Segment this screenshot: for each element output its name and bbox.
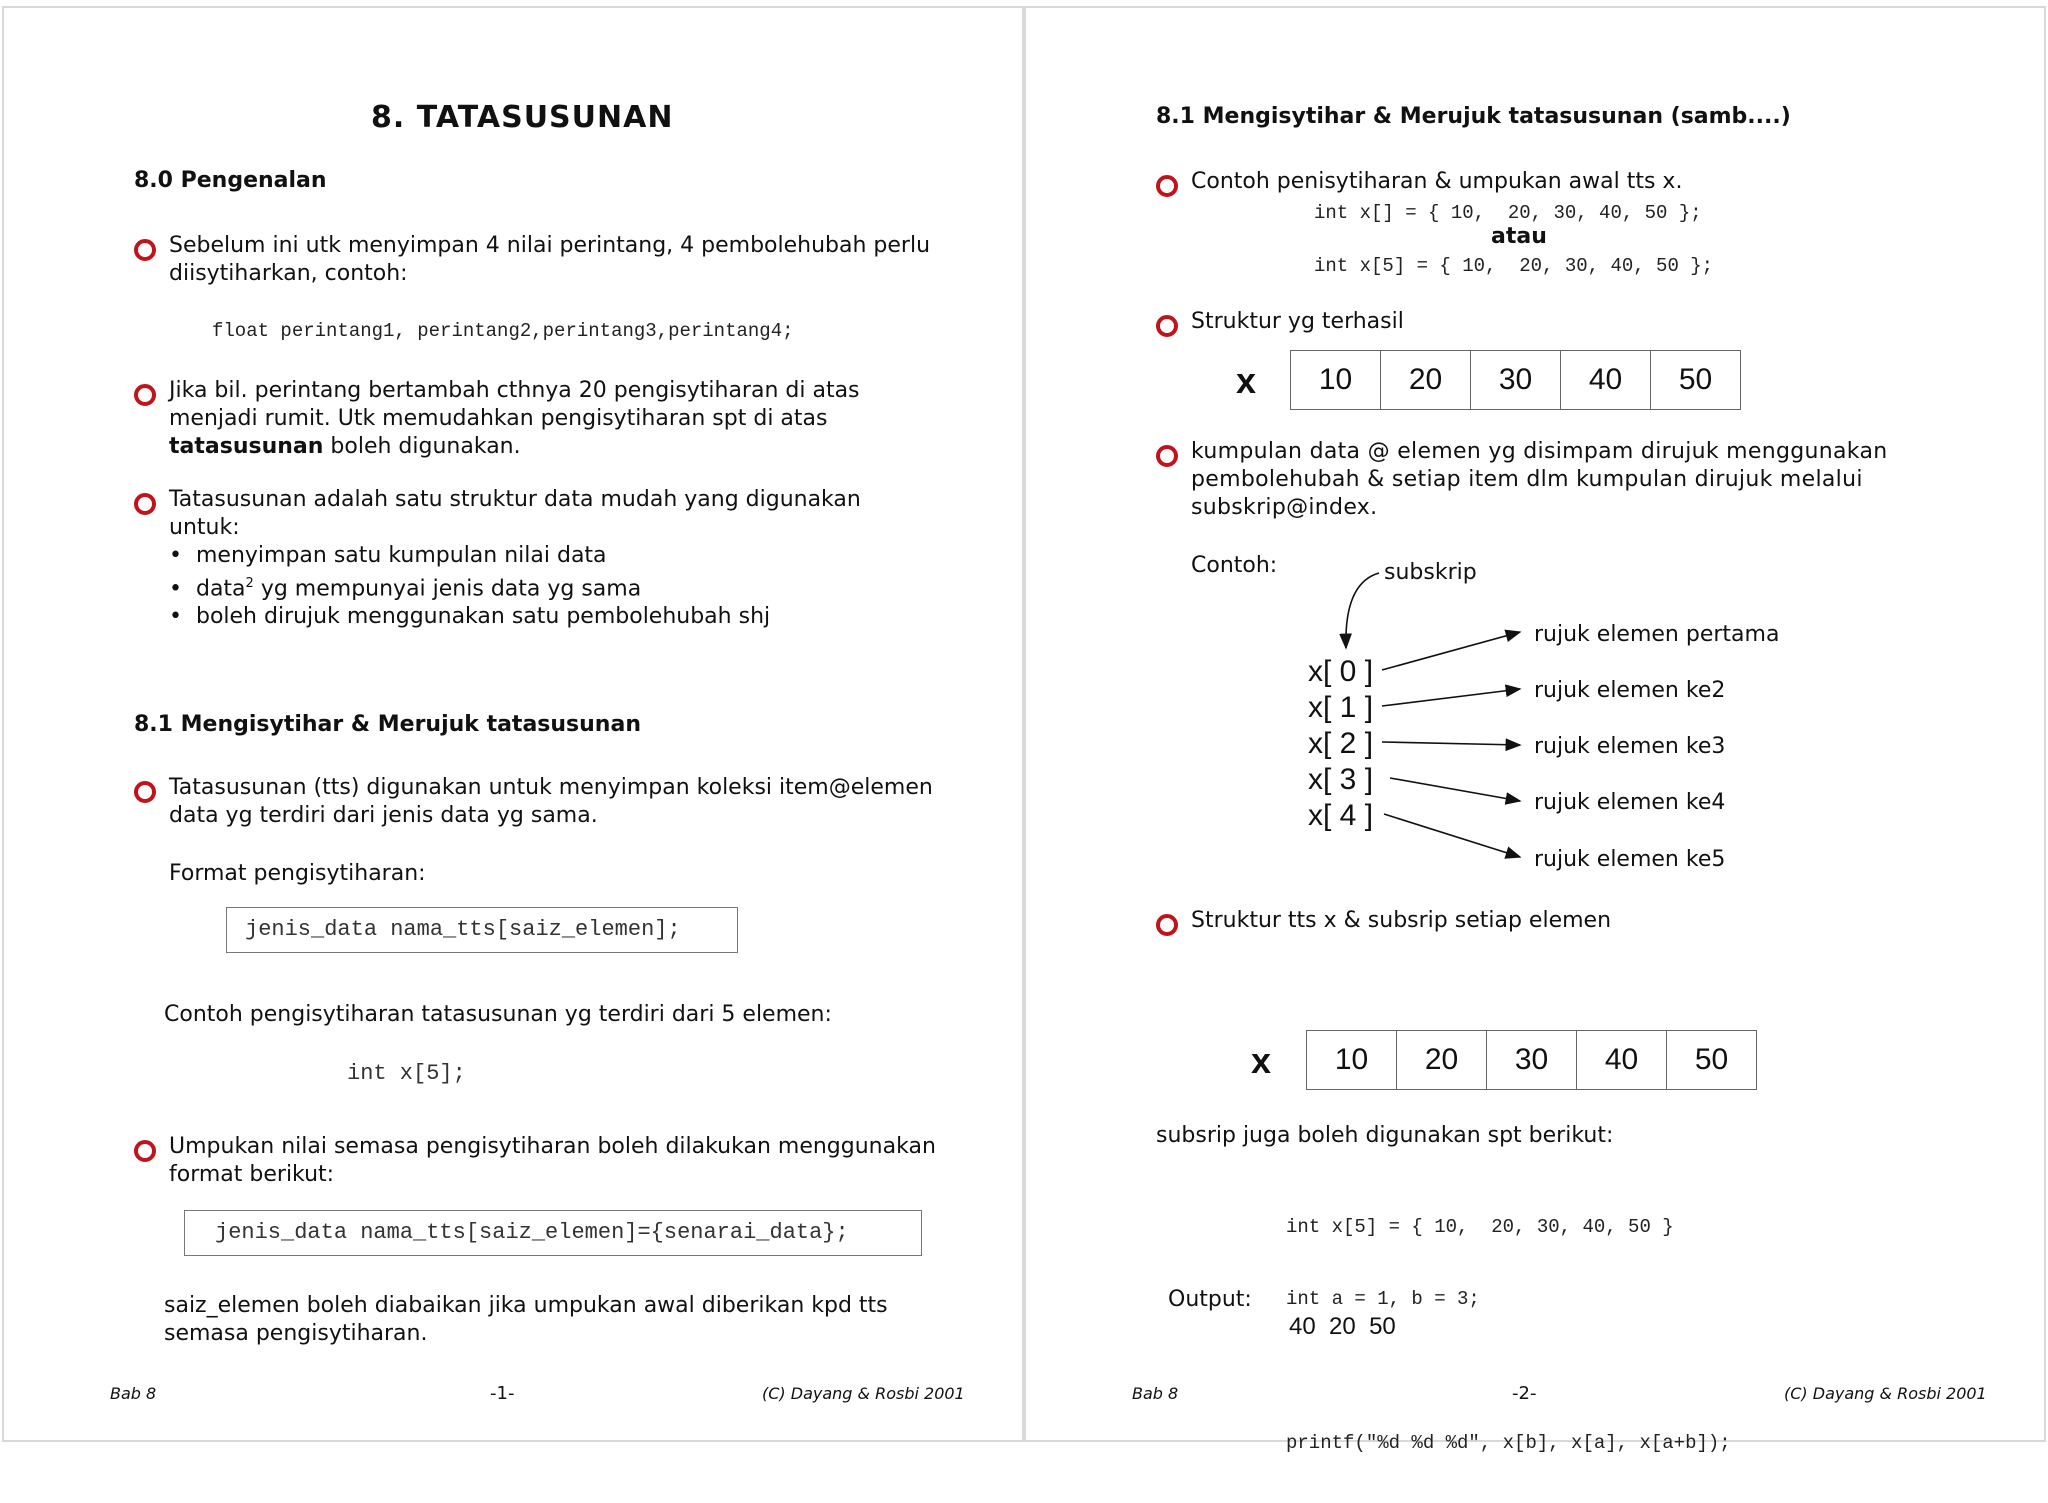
bullet-3-line-2: pembolehubah & setiap item dlm kumpulan dirujuk melalui	[1191, 467, 1863, 492]
output-value: 40 20 50	[1289, 1313, 1396, 1340]
list-item-text: boleh dirujuk menggunakan satu pembolehubah shj	[195, 604, 771, 630]
bullet-3-line-3: subskrip@index.	[1191, 495, 1378, 520]
index-item: x[ 0 ]	[1308, 655, 1374, 688]
subskrip-label: subskrip	[1384, 560, 1477, 585]
superscript: 2	[245, 576, 254, 591]
page-1	[2, 6, 1024, 1442]
bullet-ring-icon	[134, 239, 156, 261]
paragraph-1	[169, 232, 930, 288]
bullet-2-text: Struktur yg terhasil	[1191, 309, 1404, 334]
list-item-text: yg mempunyai jenis data yg sama	[260, 576, 642, 602]
bullet-3-line-1: kumpulan data @ elemen yg disimpam dirujuk menggunakan	[1191, 439, 1888, 464]
footer-copyright: (C) Dayang & Rosbi 2001	[762, 1384, 965, 1403]
array-cell: 40	[1576, 1030, 1667, 1090]
chapter-title: 8. TATASUSUNAN	[371, 100, 674, 135]
format-code: jenis_data nama_tts[saiz_elemen];	[245, 917, 681, 942]
bullet-dot-icon: •	[169, 543, 182, 568]
list-item	[169, 570, 770, 603]
format2-code-box	[184, 1210, 922, 1256]
array-cell: 50	[1650, 350, 1741, 410]
paragraph-6-line-2: semasa pengisytiharan.	[164, 1321, 428, 1346]
paragraph-4-line-2: data yg terdiri dari jenis data yg sama.	[169, 803, 598, 828]
paragraph-4	[169, 774, 933, 830]
paragraph-6-line-1: saiz_elemen boleh diabaikan jika umpukan awal diberikan kpd tts	[164, 1293, 888, 1318]
output-label: Output:	[1168, 1287, 1252, 1312]
arrow-3	[1390, 778, 1520, 801]
bullet-ring-icon	[1156, 914, 1178, 936]
paragraph-5	[169, 1133, 936, 1189]
code-float-declaration: float perintang1, perintang2,perintang3,perintang4;	[212, 320, 794, 342]
paragraph-6	[164, 1292, 888, 1348]
list-item-prefix: data	[195, 576, 246, 602]
code-line-blank	[1286, 1359, 1731, 1383]
section-heading-8-1: 8.1 Mengisytihar & Merujuk tatasusunan	[134, 712, 641, 737]
bullet-dot-icon: •	[169, 604, 182, 630]
bullet-ring-icon	[134, 493, 156, 515]
bullet-ring-icon	[134, 781, 156, 803]
reference-label: rujuk elemen pertama	[1534, 622, 1780, 647]
index-item: x[ 3 ]	[1308, 763, 1374, 796]
section-heading-8-1-continued: 8.1 Mengisytihar & Merujuk tatasusunan (samb....)	[1156, 104, 1791, 129]
code-line: int x[5] = { 10, 20, 30, 40, 50 }	[1286, 1216, 1674, 1238]
list-item	[169, 542, 770, 570]
paragraph-2-line-1: Jika bil. perintang bertambah cthnya 20 pengisytiharan di atas	[169, 378, 860, 403]
paragraph-1-line-2: diisytiharkan, contoh:	[169, 261, 408, 286]
index-item: x[ 1 ]	[1308, 691, 1374, 724]
reference-label: rujuk elemen ke4	[1534, 790, 1726, 815]
paragraph-4-line-1: Tatasusunan (tts) digunakan untuk menyimpan koleksi item@elemen	[169, 775, 933, 800]
array-cell: 10	[1290, 350, 1381, 410]
bullet-1-text: Contoh penisytiharan & umpukan awal tts x.	[1191, 169, 1683, 194]
arrow-2	[1382, 742, 1520, 745]
atau-label: atau	[1491, 224, 1547, 249]
bullet-ring-icon	[134, 384, 156, 406]
list-item	[169, 603, 770, 631]
page-number: -1-	[490, 1383, 515, 1404]
index-list	[1308, 654, 1373, 834]
paragraph-1-line-1: Sebelum ini utk menyimpan 4 nilai perintang, 4 pembolehubah perlu	[169, 233, 931, 258]
array-cell: 30	[1486, 1030, 1577, 1090]
list-item-text: menyimpan satu kumpulan nilai data	[195, 543, 607, 568]
bold-term: tatasusunan	[169, 434, 324, 459]
reference-label: rujuk elemen ke3	[1534, 734, 1726, 759]
paragraph-3-line-1: Tatasusunan adalah satu struktur data mudah yang digunakan	[169, 487, 861, 512]
format-code-box	[226, 907, 738, 953]
array-cell: 30	[1470, 350, 1561, 410]
array-cell: 50	[1666, 1030, 1757, 1090]
footer-chapter: Bab 8	[110, 1384, 157, 1403]
bullet-list	[169, 542, 770, 631]
page-2	[1024, 6, 2046, 1454]
array-name-label: x	[1236, 360, 1257, 401]
arrow-4	[1384, 814, 1520, 857]
example-code: int x[5];	[347, 1061, 466, 1086]
page-number: -2-	[1512, 1383, 1537, 1404]
format-label: Format pengisytiharan:	[169, 861, 426, 886]
subsrip-line: subsrip juga boleh digunakan spt berikut:	[1156, 1123, 1614, 1148]
subskrip-arrow	[1346, 573, 1379, 648]
array2-name-label: x	[1251, 1040, 1272, 1081]
array-cell: 20	[1380, 350, 1471, 410]
paragraph-5-line-2: format berikut:	[169, 1162, 335, 1187]
paragraph-3	[169, 486, 861, 542]
arrow-1	[1382, 689, 1520, 706]
code-line: int a = 1, b = 3;	[1286, 1288, 1480, 1310]
paragraph-3-line-2: untuk:	[169, 515, 240, 540]
paragraph-2-line-2: menjadi rumit. Utk memudahkan pengisytiharan spt di atas	[169, 406, 828, 431]
code-declaration-a: int x[] = { 10, 20, 30, 40, 50 };	[1314, 202, 1702, 224]
section-heading-8-0: 8.0 Pengenalan	[134, 168, 327, 193]
reference-label: rujuk elemen ke5	[1534, 847, 1726, 872]
paragraph-5-line-1: Umpukan nilai semasa pengisytiharan boleh dilakukan menggunakan	[169, 1134, 936, 1159]
bullet-dot-icon: •	[169, 576, 182, 602]
bullet-4-text: Struktur tts x & subsrip setiap elemen	[1191, 908, 1612, 933]
footer-chapter: Bab 8	[1132, 1384, 1179, 1403]
array-cell: 10	[1306, 1030, 1397, 1090]
paragraph-2-rest: boleh digunakan.	[323, 434, 521, 459]
contoh-label: Contoh:	[1191, 553, 1278, 578]
arrow-0	[1382, 632, 1520, 670]
bullet-ring-icon	[134, 1140, 156, 1162]
paragraph-2	[169, 377, 860, 461]
reference-label: rujuk elemen ke2	[1534, 678, 1726, 703]
array-cell: 20	[1396, 1030, 1487, 1090]
code-declaration-b: int x[5] = { 10, 20, 30, 40, 50 };	[1314, 255, 1714, 277]
index-item: x[ 4 ]	[1308, 799, 1374, 832]
code-line: printf("%d %d %d", x[b], x[a], x[a+b]);	[1286, 1432, 1731, 1454]
format2-code: jenis_data nama_tts[saiz_elemen]={senarai_data};	[215, 1220, 849, 1245]
paragraph-2-line-3	[169, 433, 860, 461]
index-item: x[ 2 ]	[1308, 727, 1374, 760]
array-cell: 40	[1560, 350, 1651, 410]
example-label: Contoh pengisytiharan tatasusunan yg terdiri dari 5 elemen:	[164, 1002, 832, 1027]
footer-copyright: (C) Dayang & Rosbi 2001	[1784, 1384, 1987, 1403]
